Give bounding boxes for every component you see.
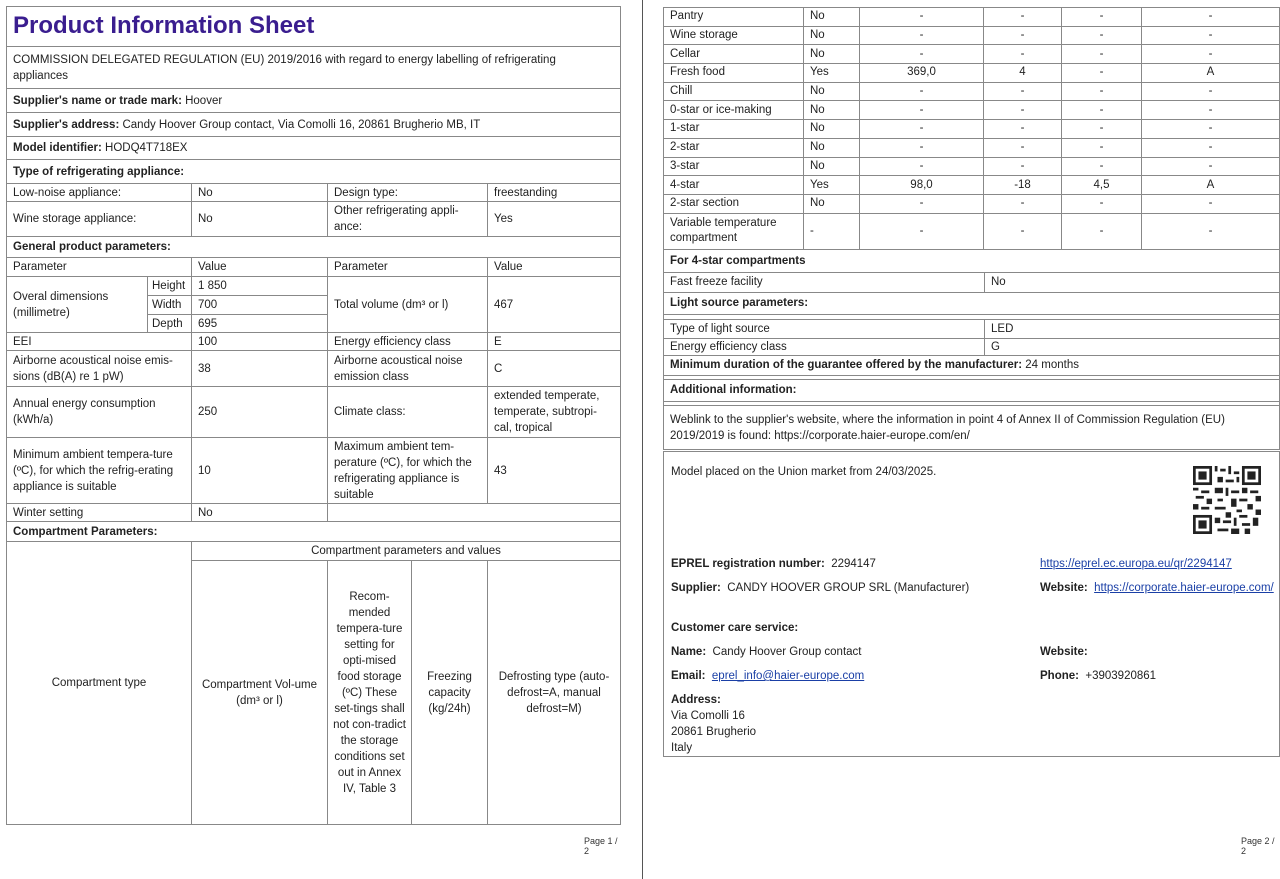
- light-type-value: LED: [984, 320, 1279, 338]
- eprel-supplier-label: Supplier:: [671, 582, 721, 594]
- design-label: Design type:: [327, 184, 487, 201]
- fast-freeze-label: Fast freeze facility: [670, 276, 763, 289]
- compartment-volume: -: [860, 138, 984, 157]
- light-class-value: G: [984, 339, 1279, 355]
- care-website-label: Website:: [1040, 646, 1088, 658]
- compartment-row: [664, 64, 1280, 83]
- wine-row: [7, 202, 620, 237]
- height-value: 1 850: [198, 280, 227, 292]
- compartment-temp: -: [984, 8, 1062, 27]
- care-address-line1: Via Comolli 16: [671, 710, 745, 722]
- compartment-present: No: [804, 26, 860, 45]
- eei-label: EEI: [13, 335, 32, 348]
- compartment-temp: -: [984, 82, 1062, 101]
- compartment-freezing: -: [1062, 213, 1142, 249]
- website-link[interactable]: https://corporate.haier-europe.com/: [1094, 582, 1274, 594]
- four-star-heading: For 4-star compartments: [670, 254, 806, 267]
- compartment-row: [664, 213, 1280, 249]
- min-ambient-value: 10: [191, 438, 327, 503]
- supplier-value: Hoover: [185, 94, 223, 107]
- compartment-present: No: [804, 194, 860, 213]
- compartment-name: Chill: [664, 82, 804, 101]
- compartment-freezing: -: [1062, 26, 1142, 45]
- compartment-defrost: -: [1142, 138, 1280, 157]
- other-value: Yes: [487, 202, 620, 236]
- light-class-label: Energy efficiency class: [670, 340, 787, 353]
- regulation-row: [7, 47, 620, 89]
- compartment-present: No: [804, 8, 860, 27]
- compartment-volume: -: [860, 45, 984, 64]
- compartment-present: Yes: [804, 64, 860, 83]
- low-noise-row: [7, 184, 620, 202]
- eprel-supplier-value: CANDY HOOVER GROUP SRL (Manufacturer): [727, 582, 970, 594]
- compartment-defrost: A: [1142, 64, 1280, 83]
- annual-row: [7, 387, 620, 438]
- wine-label: Wine storage appliance:: [13, 213, 137, 225]
- compartment-row: [664, 157, 1280, 176]
- eprel-link[interactable]: https://eprel.ec.europa.eu/qr/2294147: [1040, 558, 1232, 570]
- depth-value: 695: [198, 318, 218, 330]
- compartment-freezing: -: [1062, 194, 1142, 213]
- climate-value: extended temperate, temperate, subtropi-cal, tropical: [487, 387, 620, 437]
- ambient-row: [7, 438, 620, 504]
- compartment-header-block: [7, 542, 620, 824]
- col-freezing: Freezing capacity (kg/24h): [427, 670, 472, 715]
- light-type-row: [664, 319, 1279, 339]
- additional-heading: Additional information:: [670, 384, 797, 397]
- compartment-temp: -: [984, 194, 1062, 213]
- compartment-name: Variable temperature compartment: [664, 213, 804, 249]
- compartment-freezing: -: [1062, 64, 1142, 83]
- cp-values-header: Compartment parameters and values: [311, 545, 501, 557]
- col-compartment-type: Compartment type: [51, 677, 147, 689]
- compartment-volume: -: [860, 194, 984, 213]
- compartment-volume: -: [860, 82, 984, 101]
- email-link[interactable]: eprel_info@haier-europe.com: [711, 670, 865, 682]
- compartment-row: [664, 138, 1280, 157]
- compartment-name: Cellar: [664, 45, 804, 64]
- climate-label: Climate class:: [327, 387, 487, 437]
- address-value: Candy Hoover Group contact, Via Comolli 16, 20861 Brugherio MB, IT: [122, 118, 481, 131]
- col-recommended-temp: Recom-mended tempera-ture setting for opti-mised food storage (ºC) These set-tings shall not con-tradict the storage conditions set out in Annex IV, Table 3: [333, 590, 406, 795]
- noise-row: [7, 351, 620, 387]
- compartment-volume: -: [860, 157, 984, 176]
- compartment-defrost: -: [1142, 45, 1280, 64]
- annual-label: Annual energy consumption (kWh/a): [13, 398, 156, 426]
- weblink-text: Weblink to the supplier's website, where the information in point 4 of Annex II of Commission Regulation (EU) 2019/2019 is found:: [670, 413, 1225, 442]
- compartment-temp: -: [984, 138, 1062, 157]
- compartment-present: -: [804, 213, 860, 249]
- other-label: Other refrigerating appli-ance:: [327, 202, 487, 236]
- care-heading: Customer care service:: [671, 622, 799, 634]
- value-header: Value: [191, 258, 327, 276]
- fast-freeze-row: [664, 273, 1279, 293]
- compartment-temp: -: [984, 101, 1062, 120]
- compartment-freezing: -: [1062, 8, 1142, 27]
- general-heading-row: [7, 237, 620, 258]
- page-number: Page 1 / 2: [584, 836, 618, 856]
- compartment-temp: -: [984, 213, 1062, 249]
- compartment-name: Pantry: [664, 8, 804, 27]
- compartment-freezing: -: [1062, 120, 1142, 139]
- width-value: 700: [198, 299, 218, 311]
- compartment-present: No: [804, 45, 860, 64]
- compartment-present: No: [804, 120, 860, 139]
- total-volume-label: Total volume (dm³ or l): [327, 277, 487, 332]
- compartment-name: Wine storage: [664, 26, 804, 45]
- compartment-volume: -: [860, 120, 984, 139]
- compartment-defrost: -: [1142, 8, 1280, 27]
- website-label: Website:: [1040, 582, 1088, 594]
- compartment-defrost: A: [1142, 176, 1280, 195]
- noise-value: 38: [191, 351, 327, 386]
- eec-label: Energy efficiency class: [327, 333, 487, 350]
- guarantee-value: 24 months: [1025, 359, 1079, 372]
- compartment-present: No: [804, 138, 860, 157]
- total-volume-value: 467: [487, 277, 620, 332]
- compartment-temp: -: [984, 120, 1062, 139]
- model-row: [7, 137, 620, 160]
- care-name-value: Candy Hoover Group contact: [712, 646, 862, 658]
- compartment-volume: 98,0: [860, 176, 984, 195]
- compartment-name: 0-star or ice-making: [664, 101, 804, 120]
- compartment-temp: -: [984, 26, 1062, 45]
- light-type-label: Type of light source: [670, 322, 770, 335]
- compartment-temp: 4: [984, 64, 1062, 83]
- care-address-label: Address:: [671, 694, 721, 706]
- eprel-label: EPREL registration number:: [671, 558, 825, 570]
- guarantee-row: [664, 356, 1279, 376]
- compartment-volume: -: [860, 26, 984, 45]
- compartment-defrost: -: [1142, 157, 1280, 176]
- compartment-row: [664, 8, 1280, 27]
- compartment-present: No: [804, 101, 860, 120]
- dimensions-label: Overal dimensions (millimetre): [13, 290, 109, 319]
- page-title: Product Information Sheet: [13, 12, 315, 39]
- wine-value: No: [191, 202, 327, 236]
- guarantee-label: Minimum duration of the guarantee offered by the manufacturer:: [670, 359, 1023, 372]
- depth-label: Depth: [152, 318, 183, 330]
- low-noise-label: Low-noise appliance:: [13, 186, 122, 199]
- compartment-defrost: -: [1142, 26, 1280, 45]
- qr-code-icon[interactable]: [1193, 466, 1261, 534]
- compartment-freezing: -: [1062, 82, 1142, 101]
- compartment-freezing: -: [1062, 45, 1142, 64]
- col-defrost: Defrosting type (auto-defrost=A, manual defrost=M): [498, 670, 610, 715]
- compartment-heading-row: [7, 522, 620, 542]
- page-number-2: Page 2 / 2: [1241, 836, 1275, 856]
- compartment-freezing: -: [1062, 101, 1142, 120]
- phone-label: Phone:: [1040, 670, 1079, 682]
- title-row: [7, 7, 620, 47]
- param-header-row: [7, 258, 620, 277]
- compartment-name: 3-star: [664, 157, 804, 176]
- winter-label: Winter setting: [13, 506, 84, 519]
- noise-class-label: Airborne acoustical noise emission class: [327, 351, 487, 386]
- compartment-present: No: [804, 82, 860, 101]
- compartment-table: [663, 7, 1280, 250]
- param-header-2: Parameter: [327, 258, 487, 276]
- compartment-row: [664, 45, 1280, 64]
- regulation-text: COMMISSION DELEGATED REGULATION (EU) 2019/2016 with regard to energy labelling of refrigerating appliances: [13, 54, 556, 82]
- address-row: [7, 113, 620, 137]
- winter-value: No: [191, 504, 327, 521]
- light-class-row: [664, 339, 1279, 356]
- product-sheet-table: [6, 6, 621, 825]
- compartment-name: 1-star: [664, 120, 804, 139]
- care-name-label: Name:: [671, 646, 707, 658]
- eprel-box: [663, 451, 1280, 757]
- eec-value: E: [487, 333, 620, 350]
- compartment-row: [664, 176, 1280, 195]
- four-star-table: [663, 250, 1280, 450]
- min-ambient-label: Minimum ambient tempera-ture (ºC), for which the refrig-erating appliance is suitable: [13, 448, 174, 493]
- max-ambient-value: 43: [487, 438, 620, 503]
- eprel-value: 2294147: [831, 558, 876, 570]
- col-volume: Compartment Vol-ume (dm³ or l): [201, 678, 318, 707]
- annual-value: 250: [191, 387, 327, 437]
- four-star-heading-row: [664, 250, 1279, 273]
- phone-value: +3903920861: [1085, 670, 1157, 682]
- placed-text: Model placed on the Union market from 24/03/2025.: [671, 466, 937, 478]
- noise-label: Airborne acoustical noise emis-sions (dB(A) re 1 pW): [13, 354, 173, 383]
- height-label: Height: [152, 280, 186, 292]
- compartment-name: 2-star section: [664, 194, 804, 213]
- supplier-row: [7, 89, 620, 113]
- weblink-url[interactable]: https://corporate.haier-europe.com/en/: [774, 429, 970, 442]
- compartment-row: [664, 101, 1280, 120]
- design-value: freestanding: [487, 184, 620, 201]
- eei-row: [7, 333, 620, 351]
- compartment-row: [664, 120, 1280, 139]
- email-label: Email:: [671, 670, 706, 682]
- compartment-row: [664, 194, 1280, 213]
- weblink-row: [664, 405, 1279, 449]
- param-header: Parameter: [13, 261, 67, 273]
- compartment-temp: -18: [984, 176, 1062, 195]
- noise-class-value: C: [487, 351, 620, 386]
- low-noise-value: No: [191, 184, 327, 201]
- page-divider: [642, 0, 643, 879]
- model-label: Model identifier:: [13, 142, 102, 154]
- care-address-line3: Italy: [671, 742, 693, 754]
- compartment-name: 2-star: [664, 138, 804, 157]
- care-address-line2: 20861 Brugherio: [671, 726, 757, 738]
- compartment-row: [664, 82, 1280, 101]
- compartment-freezing: 4,5: [1062, 176, 1142, 195]
- width-label: Width: [152, 299, 182, 311]
- compartment-row: [664, 26, 1280, 45]
- compartment-name: 4-star: [664, 176, 804, 195]
- page-2: [663, 7, 1280, 856]
- winter-row: [7, 504, 620, 522]
- light-heading: Light source parameters:: [670, 297, 809, 310]
- compartment-volume: -: [860, 8, 984, 27]
- type-heading: Type of refrigerating appliance:: [13, 165, 185, 178]
- value-header-2: Value: [487, 258, 620, 276]
- max-ambient-label: Maximum ambient tem-perature (ºC), for which the refrigerating appliance is suitable: [327, 438, 487, 503]
- fast-freeze-value: No: [984, 273, 1279, 292]
- page-1: [6, 6, 621, 856]
- compartment-defrost: -: [1142, 120, 1280, 139]
- compartment-freezing: -: [1062, 138, 1142, 157]
- additional-heading-row: [664, 379, 1279, 402]
- compartment-freezing: -: [1062, 157, 1142, 176]
- light-heading-row: [664, 293, 1279, 315]
- eei-value: 100: [191, 333, 327, 350]
- general-heading: General product parameters:: [13, 241, 171, 253]
- compartment-defrost: -: [1142, 101, 1280, 120]
- compartment-present: No: [804, 157, 860, 176]
- compartment-present: Yes: [804, 176, 860, 195]
- supplier-label: Supplier's name or trade mark:: [13, 94, 182, 107]
- model-value: HODQ4T718EX: [105, 142, 188, 154]
- compartment-temp: -: [984, 157, 1062, 176]
- compartment-defrost: -: [1142, 213, 1280, 249]
- compartment-defrost: -: [1142, 194, 1280, 213]
- compartment-volume: 369,0: [860, 64, 984, 83]
- compartment-heading: Compartment Parameters:: [13, 525, 158, 538]
- compartment-name: Fresh food: [664, 64, 804, 83]
- address-label: Supplier's address:: [13, 118, 120, 131]
- dimensions-row: [7, 277, 620, 333]
- compartment-defrost: -: [1142, 82, 1280, 101]
- type-heading-row: [7, 160, 620, 184]
- compartment-temp: -: [984, 45, 1062, 64]
- compartment-volume: -: [860, 101, 984, 120]
- compartment-volume: -: [860, 213, 984, 249]
